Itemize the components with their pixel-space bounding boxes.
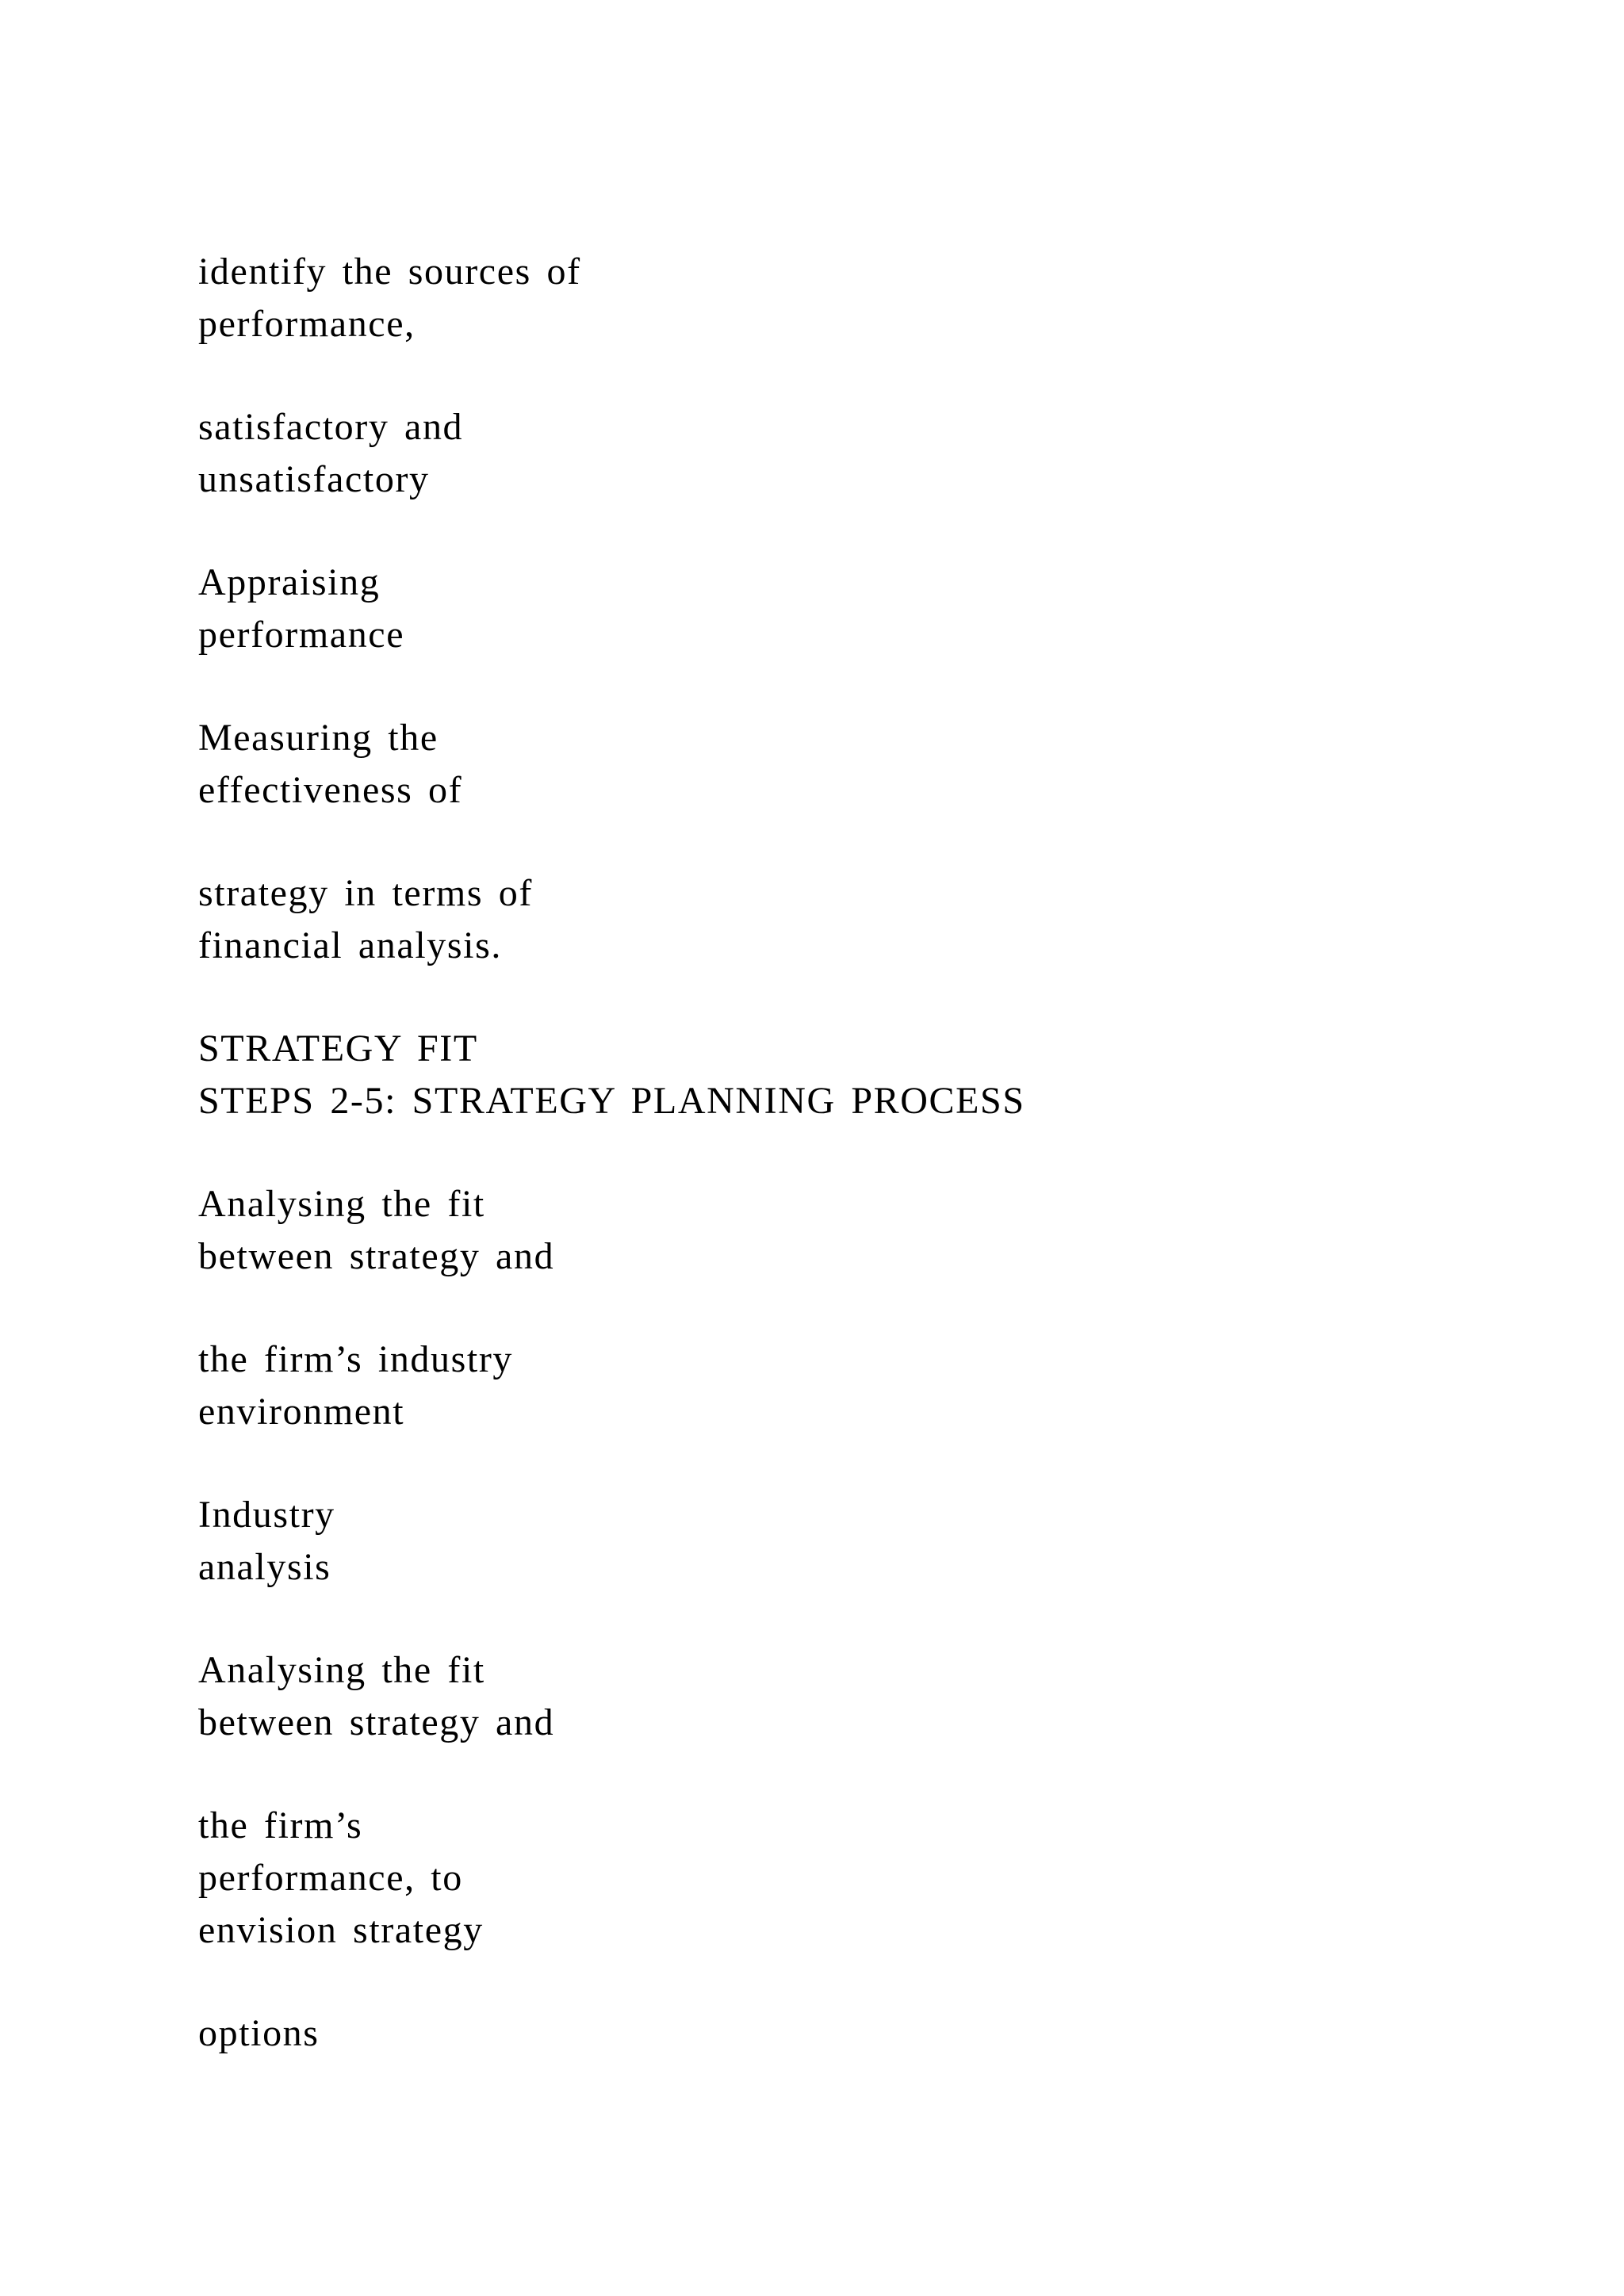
paragraph-analysing-fit-industry [198, 1178, 1546, 1283]
paragraph-sources-of-performance [198, 246, 1546, 350]
text-line: Analysing the fit [198, 1649, 485, 1691]
text-line: financial analysis. [198, 924, 502, 966]
heading-line: STEPS 2-5: STRATEGY PLANNING PROCESS [198, 1080, 1025, 1122]
paragraph-satisfactory [198, 401, 1546, 506]
paragraph-industry-environment [198, 1334, 1546, 1438]
text-line: performance, [198, 303, 416, 345]
text-line: unsatisfactory [198, 458, 430, 500]
text-line: environment [198, 1391, 405, 1433]
heading-line: STRATEGY FIT [198, 1027, 478, 1070]
text-line: options [198, 2012, 320, 2054]
paragraph-measuring-effectiveness [198, 712, 1546, 817]
text-line: satisfactory and [198, 406, 464, 448]
text-line: Analysing the fit [198, 1183, 485, 1225]
paragraph-industry-analysis [198, 1489, 1546, 1594]
paragraph-appraising-performance [198, 557, 1546, 661]
paragraph-analysing-fit-performance [198, 1644, 1546, 1749]
text-line: between strategy and [198, 1235, 555, 1277]
text-line: performance [198, 614, 405, 656]
paragraph-envision-strategy [198, 1800, 1546, 1957]
text-line: between strategy and [198, 1701, 555, 1743]
text-line: Appraising [198, 561, 381, 603]
text-line: strategy in terms of [198, 872, 533, 914]
document-body [198, 246, 1546, 2110]
text-line: identify the sources of [198, 251, 581, 293]
paragraph-options [198, 2007, 1546, 2060]
text-line: envision strategy [198, 1909, 484, 1951]
text-line: Industry [198, 1494, 335, 1536]
text-line: the firm’s [198, 1804, 363, 1846]
text-line: analysis [198, 1546, 331, 1588]
section-heading-strategy-fit [198, 1023, 1546, 1127]
text-line: performance, to [198, 1857, 463, 1899]
text-line: effectiveness of [198, 769, 463, 811]
text-line: the firm’s industry [198, 1338, 514, 1380]
paragraph-financial-analysis [198, 867, 1546, 972]
text-line: Measuring the [198, 717, 439, 759]
